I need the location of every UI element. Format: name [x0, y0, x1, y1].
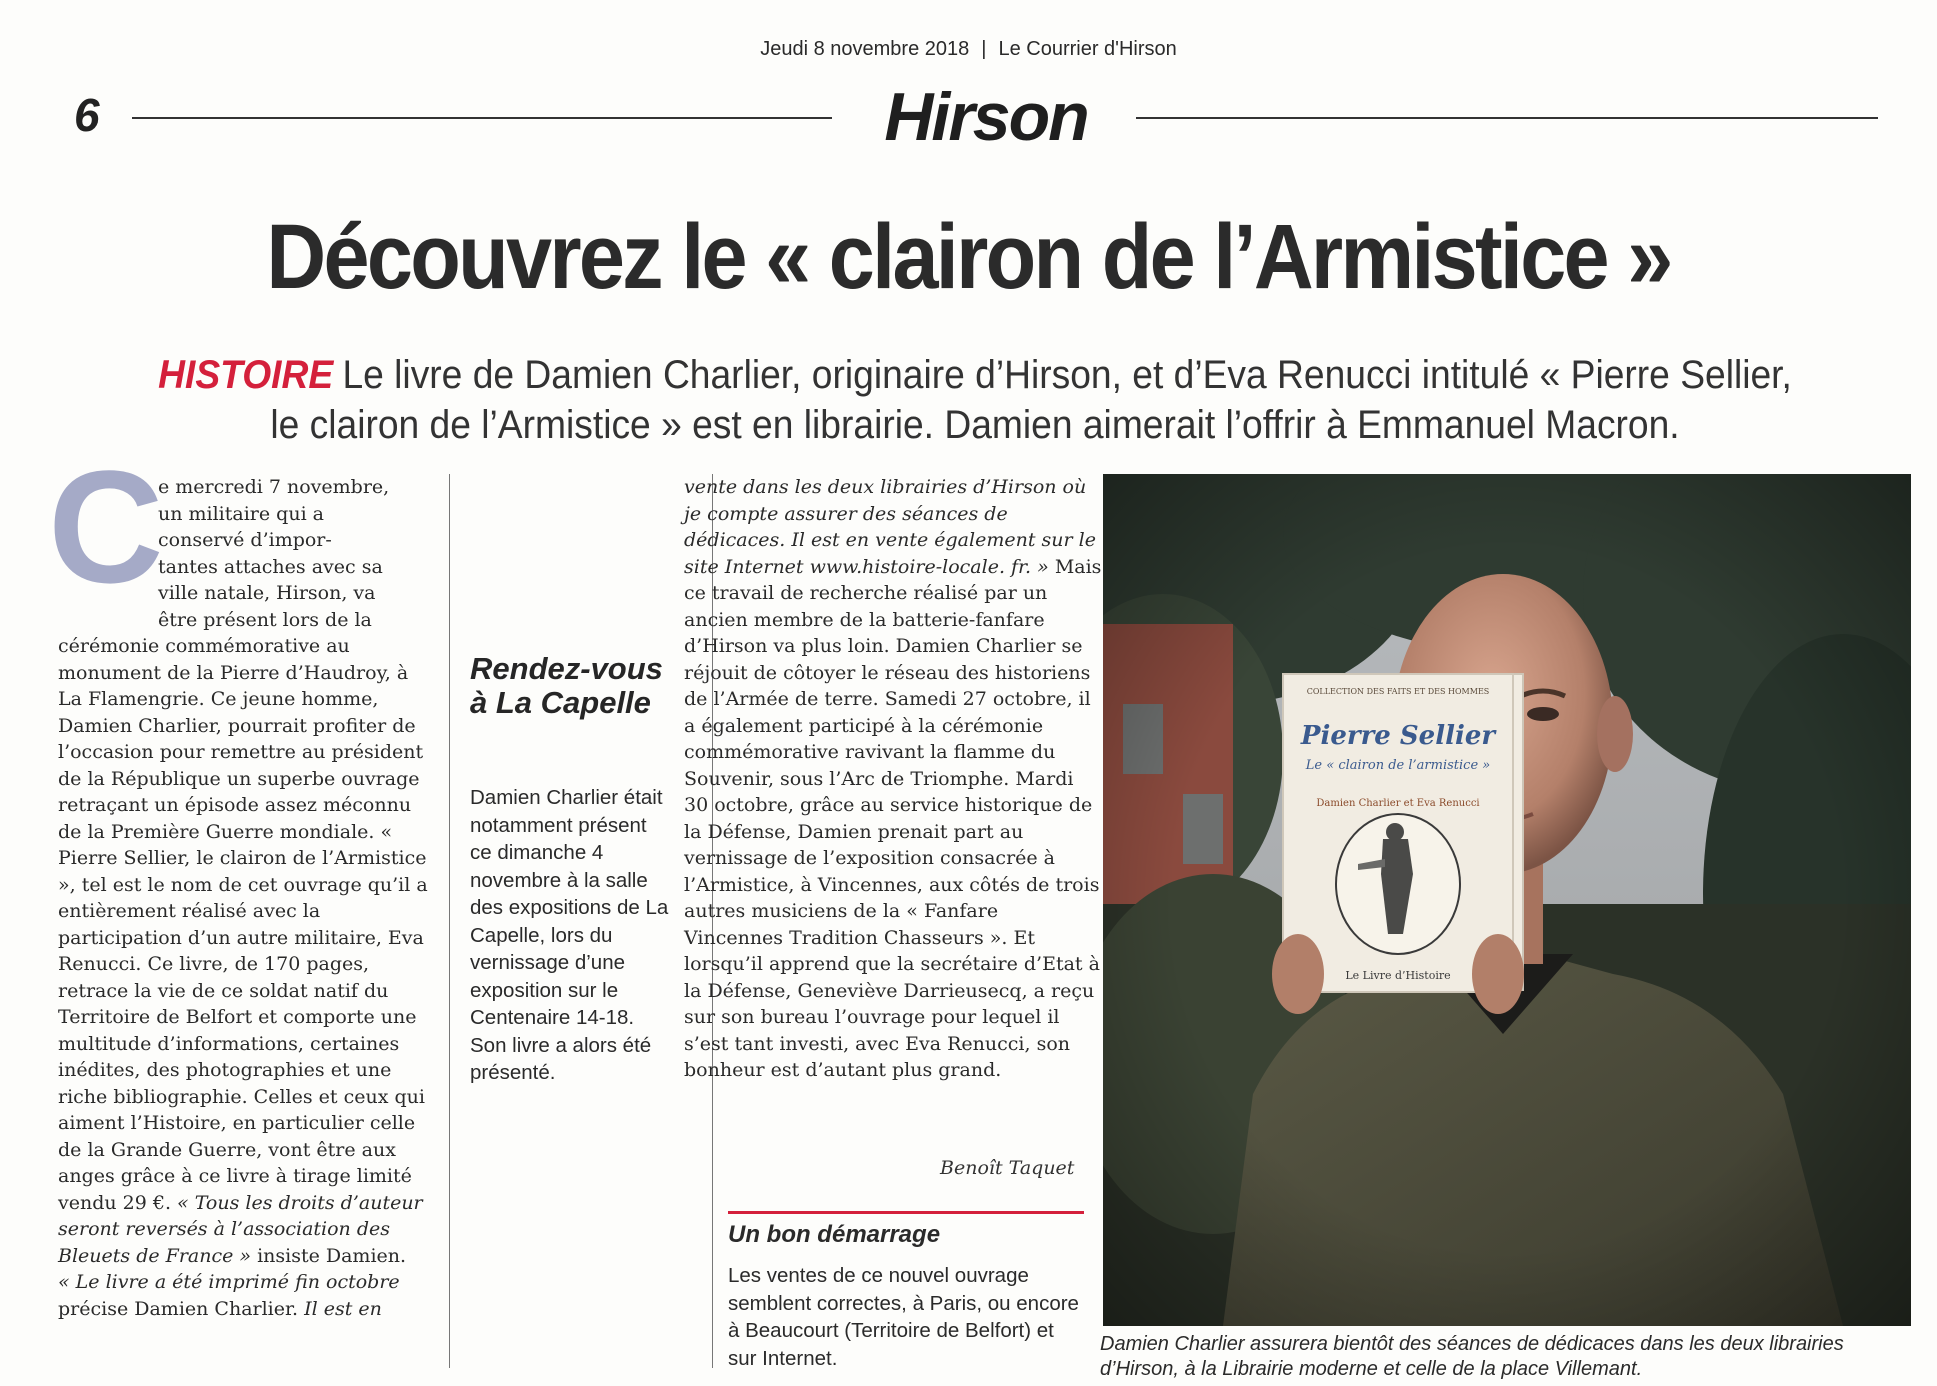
dropcap-lines — [58, 474, 430, 633]
body-line: ville natale, Hirson, va — [158, 582, 376, 604]
body-paragraph — [58, 1269, 430, 1322]
box-rule — [728, 1211, 1084, 1214]
body-line: e mercredi 7 novembre, — [158, 476, 390, 498]
box-title: Un bon démarrage — [728, 1221, 941, 1248]
dateline — [0, 38, 1937, 61]
standfirst — [143, 350, 1808, 450]
body-paragraph — [58, 633, 430, 1269]
sidebar-body: Damien Charlier était notamment présent ce dimanche 4 novembre à la salle des expositions de La Capelle, lors du vernissage d’une exposition sur le Centenaire 14-18. Son livre a alors été présenté. — [470, 786, 669, 1084]
body-line: un militaire qui a — [158, 502, 325, 525]
body-text: cérémonie commémorative au monument de la Pierre d’Haudroy, à La Flamengrie. Ce jeune homme, Damien Charlier, pourrait profiter de l’occasion pour remettre au président de la République un superbe ouvrage retraçant un épisode assez méconnu de la Première Guerre mondiale. « Pierre Sellier, le clairon de l’Armistice », tel est le nom de cet ouvrage qu’il a entièrement réalisé avec la participation d’un autre militaire, Eva Renucci. Ce livre, de 170 pages, retrace la vie de ce soldat natif du Territoire de Belfort et comporte une multitude d’informations, certaines inédites, des photographies et une riche bibliographie. Celles et ceux qui aiment l’Histoire, en particulier celle de la Grande Guerre, vont être aux anges grâce à ce livre à tirage limité vendu 29 €. — [58, 635, 428, 1214]
body-text: précise Damien Charlier. — [58, 1297, 299, 1320]
header-rule-right — [1136, 117, 1878, 119]
column-divider — [449, 474, 450, 1368]
article-photo — [1103, 474, 1911, 1326]
kicker: HISTOIRE — [158, 353, 334, 397]
body-line: conservé d’impor- — [158, 529, 332, 551]
dateline-separator: | — [981, 38, 987, 60]
drop-cap: C — [48, 437, 164, 616]
standfirst-text: Le livre de Damien Charlier, originaire d’Hirson, et d’Eva Renucci intitulé « Pierre Sellier, le clairon de l’Armistice » est en librairie. Damien aimerait l’offrir à Emmanuel Macron. — [270, 353, 1792, 447]
header-rule-left — [132, 117, 832, 119]
headline: Découvrez le « clairon de l’Armistice » — [266, 206, 1671, 308]
body-text: Mais ce travail de recherche réalisé par un ancien membre de la batterie-fanfare d’Hirson va plus loin. Damien Charlier se réjouit de côtoyer le réseau des historiens de l’Armée de terre. Samedi 27 octobre, il a également participé à la cérémonie commémorative ravivant la flamme du Souvenir, sous l’Arc de Triomphe. Mardi 30 octobre, grâce au service historique de la Défense, Damien prenait part au vernissage de l’exposition consacrée à l’Armistice, à Vincennes, aux côtés de trois autres musiciens de la « Fanfare Vincennes Tradition Chasseurs ». Et lorsqu’il apprend que la secrétaire d’Etat à la Défense, Geneviève Darrieusecq, a reçu sur son bureau l’ouvrage pour lequel il s’est tant investi, avec Eva Renucci, son bonheur est d’autant plus grand. — [684, 555, 1102, 1081]
body-paragraph — [684, 474, 1102, 1084]
quote-text: vente dans les deux librairies d’Hirson où je compte assurer des séances de dédicaces. Il est en vente également sur le site Internet www.histoire-locale. fr. » — [684, 476, 1096, 578]
quote-text: « Le livre a été imprimé fin octobre — [58, 1271, 400, 1293]
body-line: tantes attaches avec sa — [158, 555, 383, 578]
quote-text: Il est en — [304, 1297, 382, 1320]
sidebar-title: Rendez-vous à La Capelle — [470, 651, 663, 720]
article-column-1 — [58, 474, 430, 1322]
quote-text: « Tous les droits d’auteur seront reversés à l’association des Bleuets de France » — [58, 1191, 423, 1267]
author-signature: Benoît Taquet — [940, 1157, 1075, 1179]
body-line: être présent lors de la — [158, 608, 372, 631]
section-title: Hirson — [884, 79, 1088, 155]
box-body: Les ventes de ce nouvel ouvrage semblent correctes, à Paris, ou encore à Beaucourt (Territoire de Belfort) et sur Internet. — [728, 1264, 1079, 1370]
newspaper-name: Le Courrier d'Hirson — [998, 38, 1177, 60]
page-number: 6 — [74, 89, 100, 141]
photo-caption: Damien Charlier assurera bientôt des séances de dédicaces dans les deux librairies d’Hirson, à la Librairie moderne et celle de la place Villemant. — [1100, 1333, 1844, 1380]
body-text: insiste Damien. — [257, 1244, 407, 1267]
issue-date: Jeudi 8 novembre 2018 — [760, 38, 970, 60]
article-column-3 — [684, 474, 1102, 1084]
